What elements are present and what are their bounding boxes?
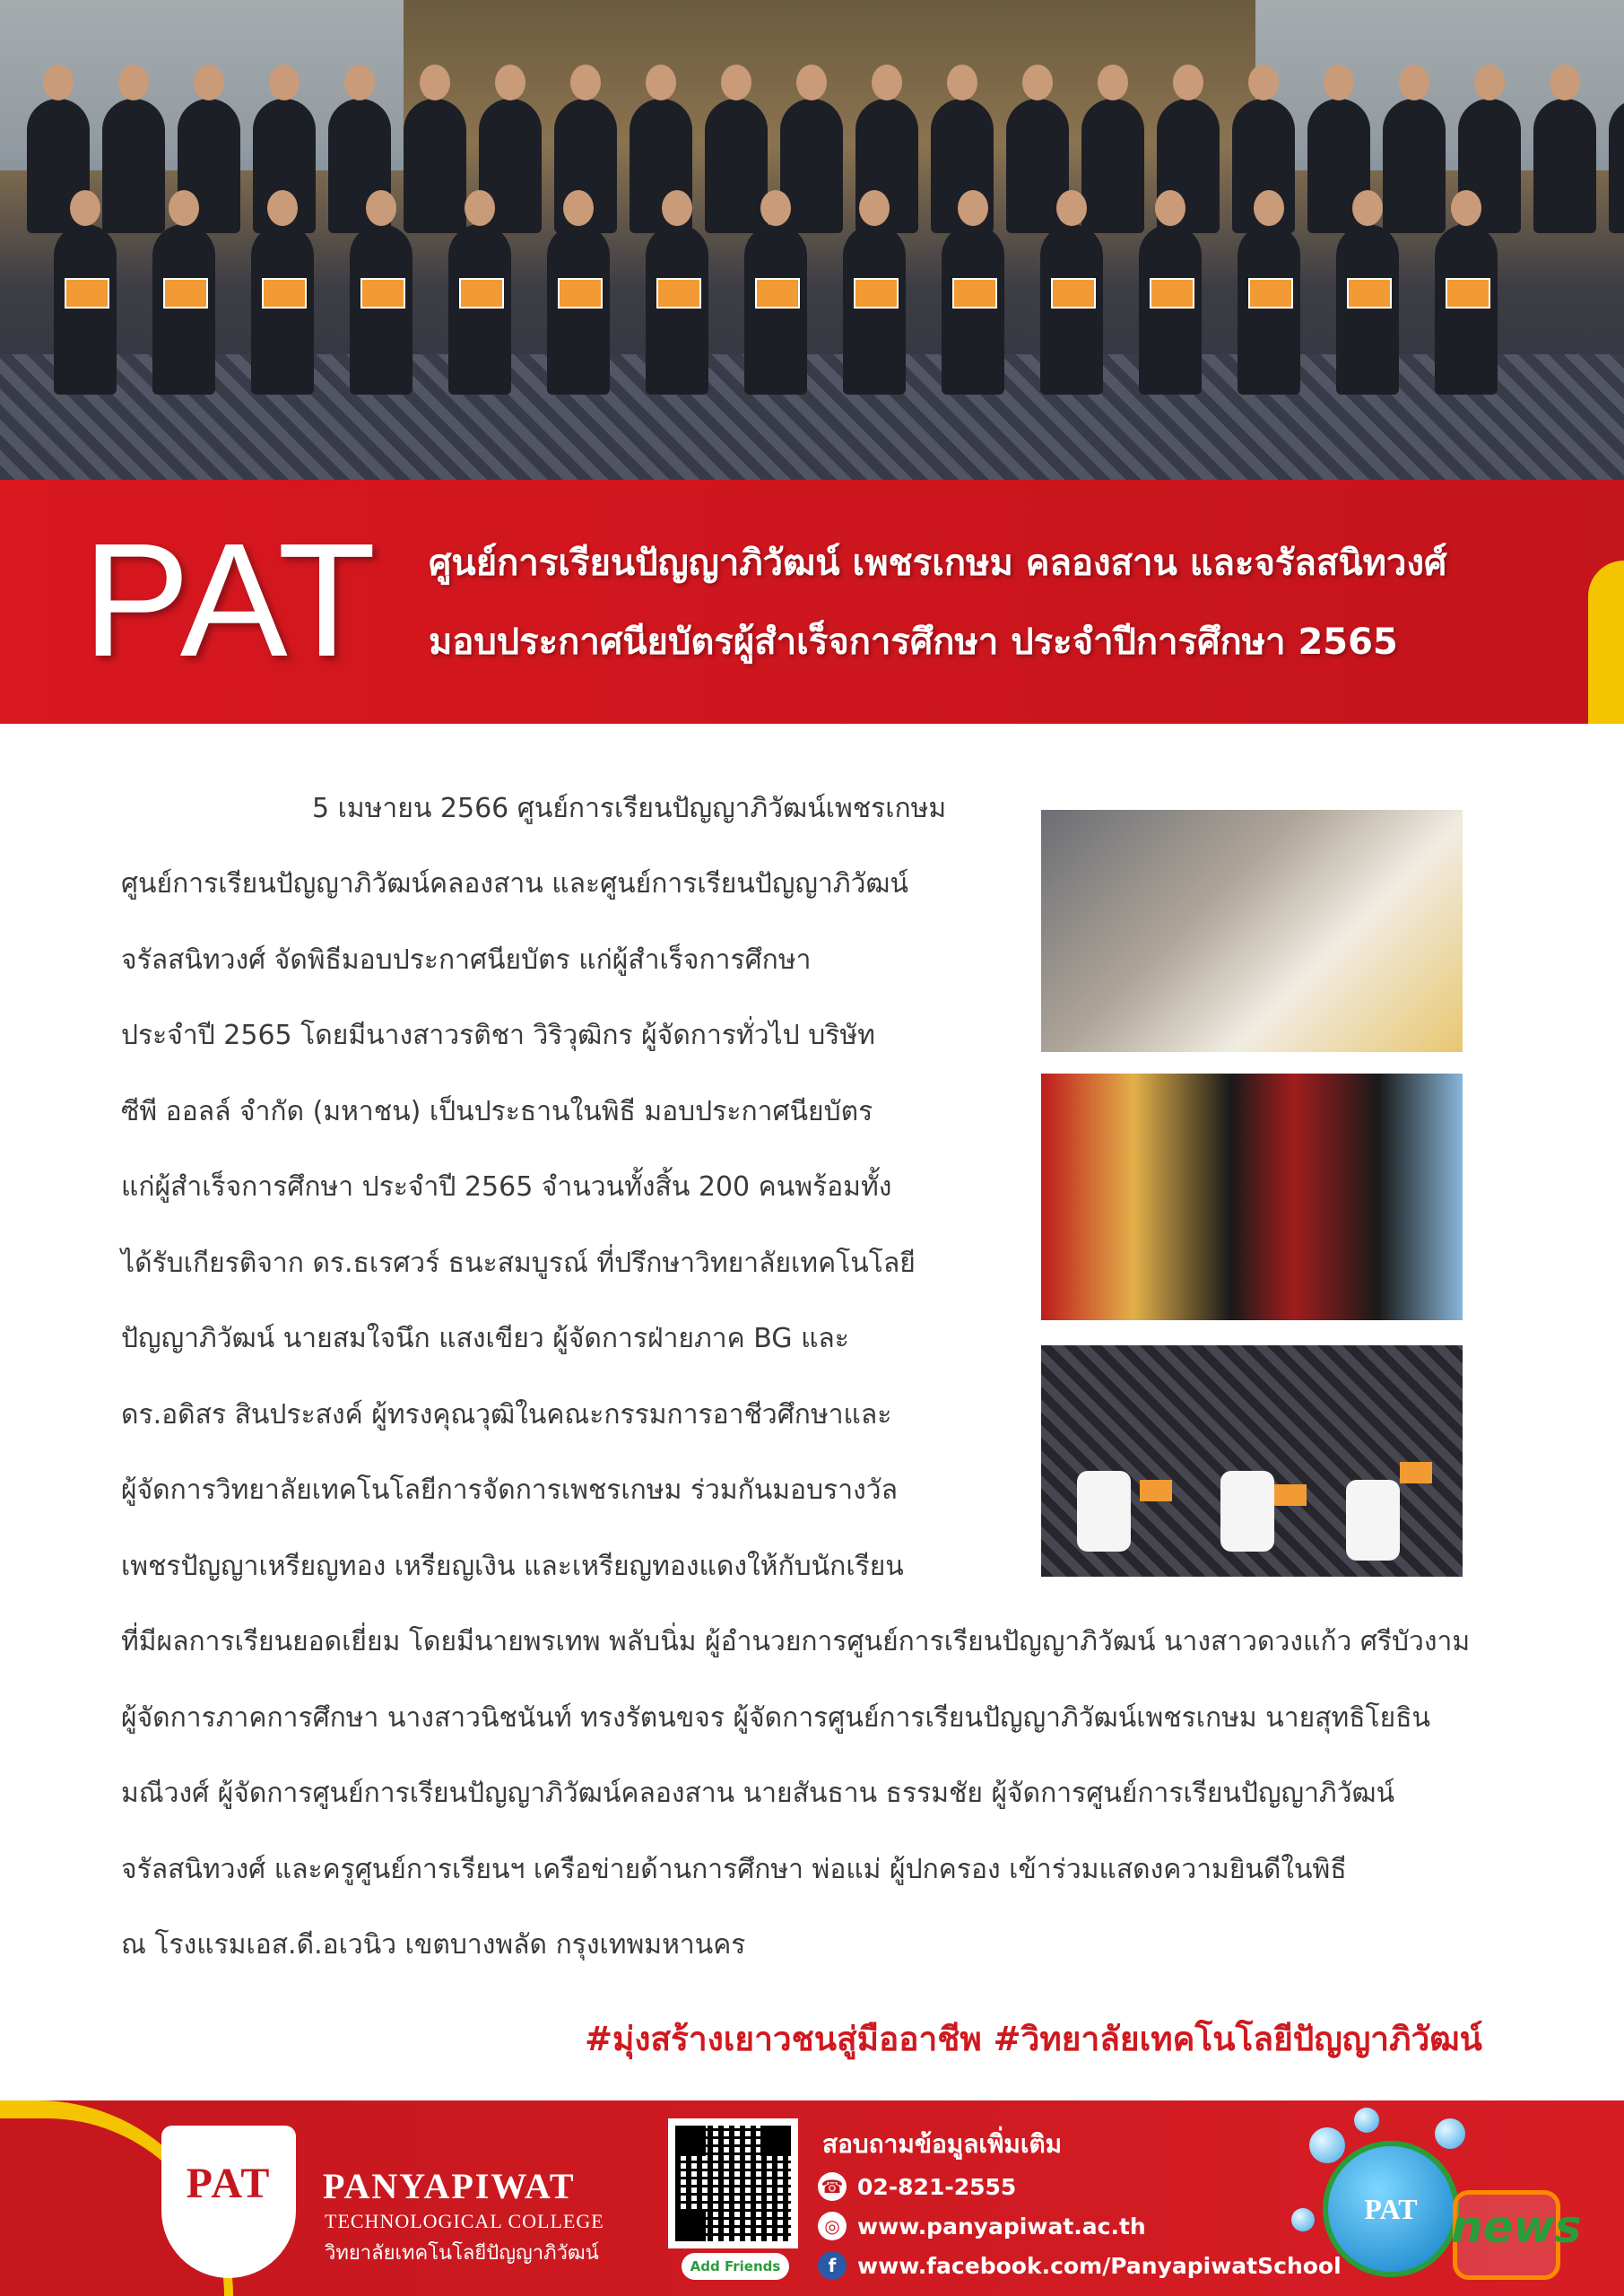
website-url: www.panyapiwat.ac.th [857,2213,1146,2239]
back-row-graduates [27,99,1624,233]
article-line: จรัลสนิทวงศ์ จัดพิธีมอบประกาศนียบัตร แก่ผู้สำเร็จการศึกษา [121,944,812,976]
article-line: ผู้จัดการวิทยาลัยเทคโนโลยีการจัดการเพชรเกษม ร่วมกันมอบรางวัล [121,1474,898,1506]
article-line: แก่ผู้สำเร็จการศึกษา ประจำปี 2565 จำนวนทั้งสิ้น 200 คนพร้อมทั้ง [121,1171,892,1203]
article-line: จรัลสนิทวงศ์ และครูศูนย์การเรียนฯ เครือข่ายด้านการศึกษา พ่อแม่ ผู้ปกครอง เข้าร่วมแสดงความยินดีในพิธี [121,1854,1347,1885]
hashtags: #มุ่งสร้างเยาวชนสู่มืออาชีพ #วิทยาลัยเทคโนโลยีปัญญาภิวัฒน์ [585,2020,1482,2058]
news-label: news [1451,2201,1582,2253]
contact-facebook[interactable] [818,2251,1342,2280]
article-line: ปัญญาภิวัฒน์ นายสมใจนึก แสงเขียว ผู้จัดการฝ่ายภาค BG และ [121,1323,849,1354]
pat-news-logo [1291,2100,1582,2296]
contact-website[interactable] [818,2212,1146,2240]
shield-text: PAT [186,2160,272,2207]
globe-icon: ◎ [818,2212,847,2240]
banner-title-line2: มอบประกาศนียบัตรผู้สำเร็จการศึกษา ประจำปีการศึกษา 2565 [429,622,1398,663]
news-logo-text: PAT [1364,2193,1418,2225]
article-line: ประจำปี 2565 โดยมีนางสาวรติชา วิริวุฒิกร ผู้จัดการทั่วไป บริษัท [121,1020,875,1051]
article-line: มณีวงศ์ ผู้จัดการศูนย์การเรียนปัญญาภิวัฒน์คลองสาน นายสันธาน ธรรมชัย ผู้จัดการศูนย์การเรียนปัญญาภิวัฒน์ [121,1778,1395,1809]
article-line: 5 เมษายน 2566 ศูนย์การเรียนปัญญาภิวัฒน์เพชรเกษม [312,793,947,824]
facebook-url: www.facebook.com/PanyapiwatSchool [857,2252,1342,2279]
article-line: ซีพี ออลล์ จำกัด (มหาชน) เป็นประธานในพิธี มอบประกาศนียบัตร [121,1096,873,1127]
front-row-graduates [54,224,1498,395]
article-line: ณ โรงแรมเอส.ดี.อเวนิว เขตบางพลัด กรุงเทพมหานคร [121,1929,746,1961]
college-name: PANYAPIWAT [323,2166,576,2206]
article-line: เพชรปัญญาเหรียญทอง เหรียญเงิน และเหรียญทองแดงให้กับนักเรียน [121,1551,904,1582]
add-friends-button[interactable]: Add Friends [682,2253,789,2280]
college-name-th: วิทยาลัยเทคโนโลยีปัญญาภิวัฒน์ [325,2242,599,2265]
pat-logo-text: PAT [83,510,378,691]
hero-group-photo [0,0,1624,480]
facebook-icon: f [818,2251,847,2280]
contact-title: สอบถามข้อมูลเพิ่มเติม [822,2129,1063,2159]
article-line: ศูนย์การเรียนปัญญาภิวัฒน์คลองสาน และศูนย์การเรียนปัญญาภิวัฒน์ [121,868,909,900]
photo-certificate-handover [1041,810,1463,1052]
banner-title-line1: ศูนย์การเรียนปัญญาภิวัฒน์ เพชรเกษม คลองสาน และจรัลสนิทวงศ์ [429,543,1447,584]
globe-logo [1323,2141,1459,2277]
photo-seated-students [1041,1345,1463,1577]
phone-icon: ☎ [818,2172,847,2201]
title-banner [0,480,1624,724]
phone-number: 02-821-2555 [857,2173,1017,2200]
footer [0,2100,1624,2296]
article-line: ที่มีผลการเรียนยอดเยี่ยม โดยมีนายพรเทพ พลับนิ่ม ผู้อำนวยการศูนย์การเรียนปัญญาภิวัฒน์ นางสาวดวงแก้ว ศรีบัวงาม [121,1626,1471,1657]
contact-phone[interactable] [818,2172,1016,2201]
yellow-swoosh [1588,561,1624,724]
line-qr-code[interactable] [668,2118,798,2248]
photo-officials-in-robes [1041,1074,1463,1320]
college-shield-logo [161,2126,296,2278]
article-line: ได้รับเกียรติจาก ดร.ธเรศวร์ ธนะสมบูรณ์ ที่ปรึกษาวิทยาลัยเทคโนโลยี [121,1248,916,1279]
college-name-en: TECHNOLOGICAL COLLEGE [325,2210,604,2232]
article-line: ดร.อดิสร สินประสงค์ ผู้ทรงคุณวุฒิในคณะกรรมการอาชีวศึกษาและ [121,1399,892,1431]
article-line: ผู้จัดการภาคการศึกษา นางสาวนิชนันท์ ทรงรัตนขจร ผู้จัดการศูนย์การเรียนปัญญาภิวัฒน์เพชรเกษม นายสุทธิโยธิน [121,1702,1431,1734]
